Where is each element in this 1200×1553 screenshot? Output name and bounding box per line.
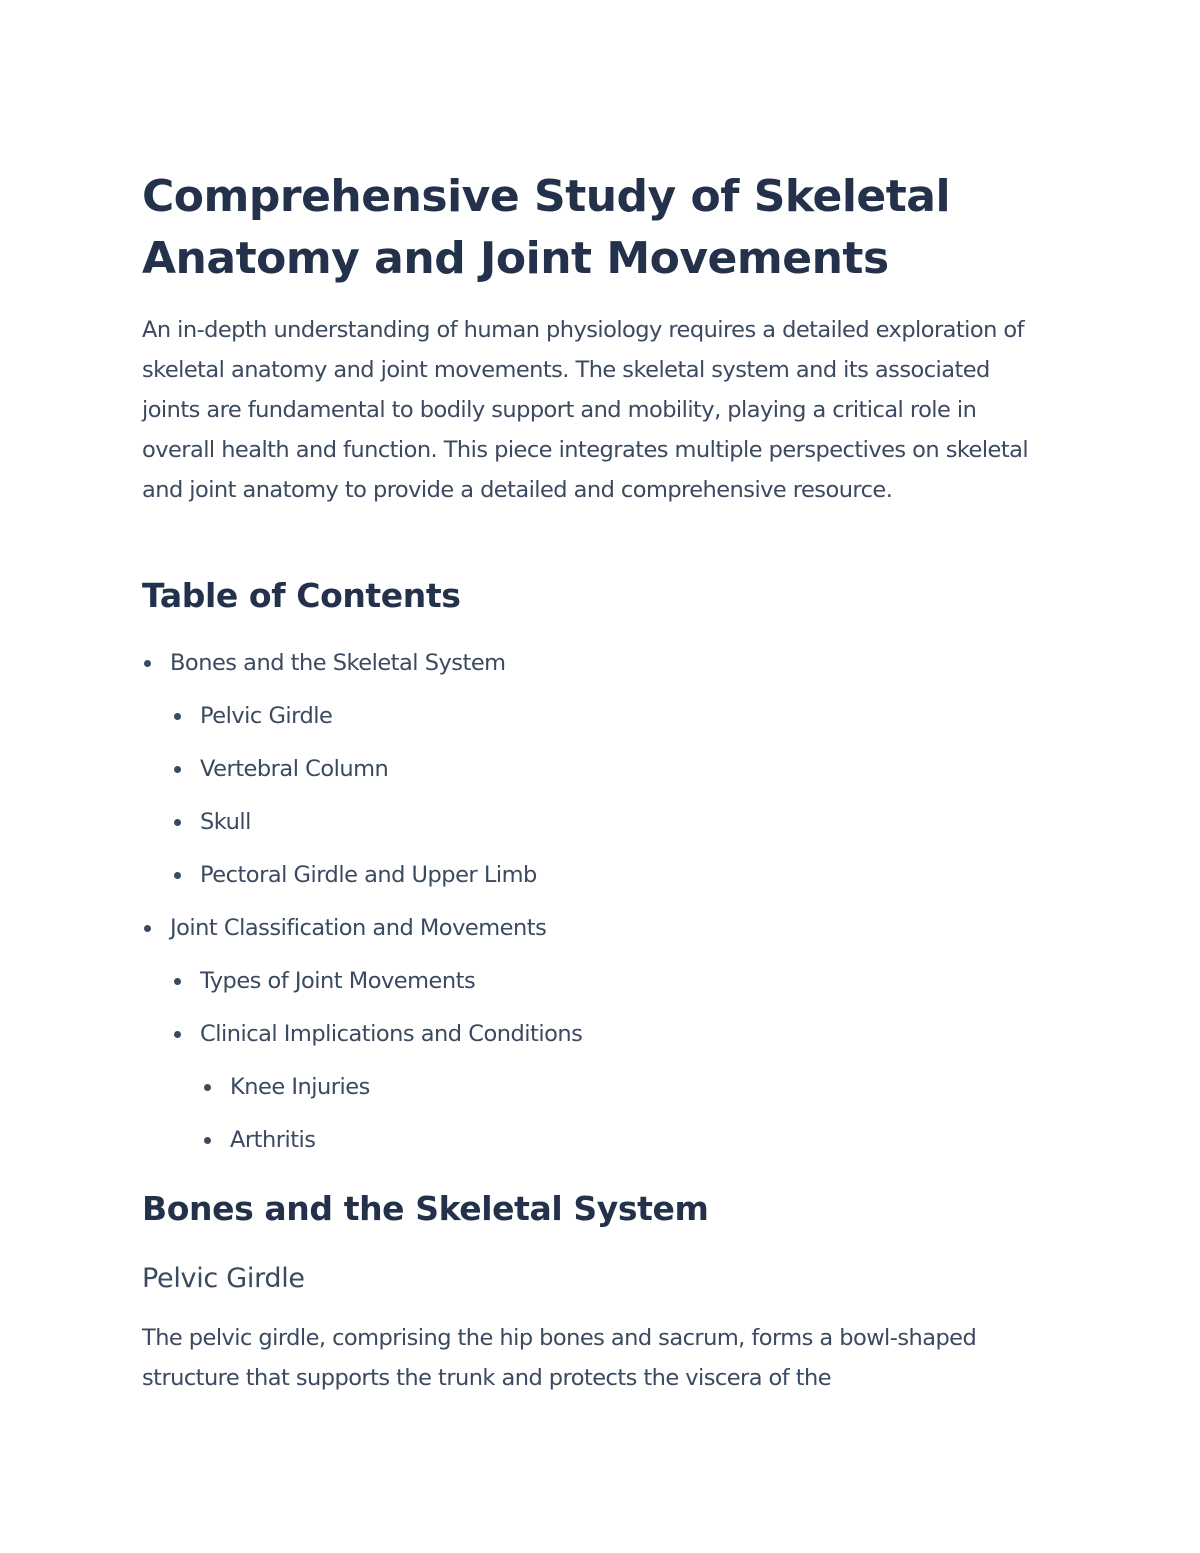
toc-item-label: Joint Classification and Movements [170,915,547,941]
bullet-icon [204,1084,211,1091]
toc-item-label: Arthritis [230,1127,316,1153]
page-title: Comprehensive Study of Skeletal Anatomy and Joint Movements [142,171,951,284]
subsection-heading-pelvic-girdle: Pelvic Girdle [142,1263,305,1294]
bullet-icon [144,925,151,932]
bullet-icon [204,1137,211,1144]
bullet-icon [174,713,181,720]
toc-item-label: Pectoral Girdle and Upper Limb [200,862,537,888]
toc-item-vertebral-column[interactable] [200,754,388,784]
bullet-icon [174,766,181,773]
toc-item-bones[interactable] [170,648,506,678]
bullet-icon [174,1031,181,1038]
toc-item-joint-classification[interactable] [170,913,546,943]
toc-item-label: Bones and the Skeletal System [170,650,506,676]
bullet-icon [144,660,151,667]
toc-item-label: Clinical Implications and Conditions [200,1021,583,1047]
intro-paragraph: An in-depth understanding of human physiology requires a detailed exploration of skeletal anatomy and joint movements. The skeletal system and its associated joints are fundamental to bodily support and mobility, playing a critical role in overall health and function. This piece integrates multiple perspectives on skeletal and joint anatomy to provide a detailed and comprehensive resource. [142,317,1029,503]
toc-item-skull[interactable] [200,807,251,837]
toc-item-label: Types of Joint Movements [200,968,476,994]
bullet-icon [174,872,181,879]
toc-heading: Table of Contents [142,576,461,615]
toc-item-label: Vertebral Column [200,756,389,782]
toc-item-pelvic-girdle[interactable] [200,701,332,731]
toc-item-label: Pelvic Girdle [200,703,333,729]
toc-item-knee-injuries[interactable] [230,1072,370,1102]
toc-item-pectoral-girdle[interactable] [200,860,537,890]
toc-item-clinical-implications[interactable] [200,1019,582,1049]
bullet-icon [174,819,181,826]
toc-item-label: Skull [200,809,251,835]
toc-item-joint-movements[interactable] [200,966,475,996]
section-heading-bones: Bones and the Skeletal System [142,1189,709,1228]
bullet-icon [174,978,181,985]
pelvic-girdle-paragraph: The pelvic girdle, comprising the hip bones and sacrum, forms a bowl-shaped structure that supports the trunk and protects the viscera of the [142,1325,977,1391]
toc-item-label: Knee Injuries [230,1074,370,1100]
toc-item-arthritis[interactable] [230,1125,316,1155]
